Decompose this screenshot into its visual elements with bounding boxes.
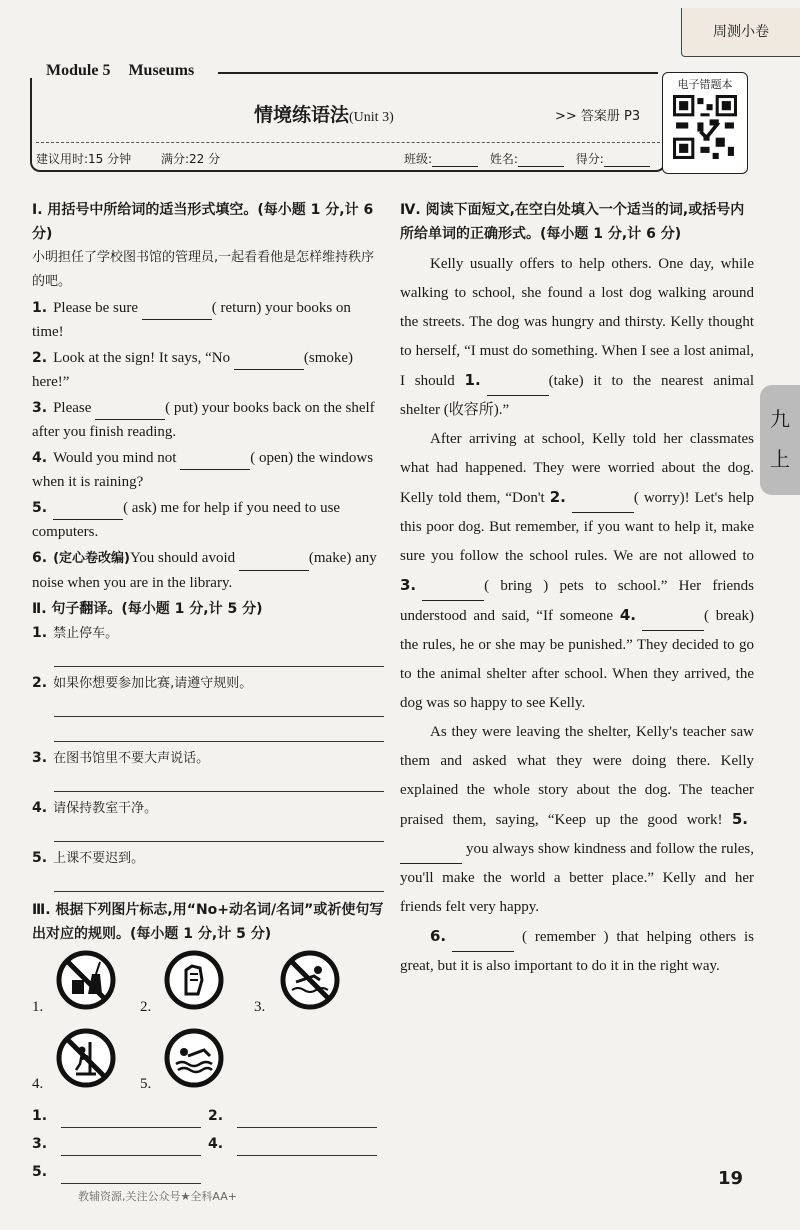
passage-paragraph-3: [400, 718, 754, 922]
item-number: 4.: [32, 800, 48, 816]
answer-line[interactable]: [54, 646, 384, 667]
sign-label-3: 3.: [254, 999, 266, 1015]
answer-blank[interactable]: [180, 455, 250, 470]
weekly-quiz-tab: 周测小卷: [681, 8, 800, 57]
blank-number: 1.: [464, 371, 481, 389]
right-column: [400, 198, 754, 981]
passage-text: After arriving at school, Kelly told her classmates what had happened. They were worried about the dog. Kelly told them, “Don't: [400, 431, 754, 506]
item-text: (smoke) here!”: [32, 350, 354, 390]
title-text: 情境练语法: [254, 104, 350, 126]
passage-blank-4[interactable]: [642, 616, 704, 631]
item-text: 请保持教室干净。: [53, 801, 158, 816]
score-field[interactable]: [604, 152, 650, 167]
no-swimming-icon: [280, 950, 340, 1010]
answer-cell-2: [208, 1104, 384, 1128]
passage-text: As they were leaving the shelter, Kelly's teacher saw them and asked what they were doing there. Kelly explained the whole story about the dog. The teacher praised them, saying, “Keep up the good work!: [400, 724, 754, 828]
item-text: ( put) your books back on the shelf after you finish reading.: [32, 400, 375, 440]
left-column: [32, 198, 384, 1184]
answer-blank[interactable]: [237, 1111, 377, 1128]
answer-cell-3: [32, 1132, 208, 1156]
item-number: 4.: [32, 450, 48, 466]
passage-text: ( worry)! Let's help this poor dog. But remember, if you want to help it, make sure you follow the school rules. We are not allowed to: [400, 490, 754, 564]
blank-number: 6.: [430, 927, 447, 945]
item-text: ( open) the windows when it is raining?: [32, 450, 374, 490]
answer-line[interactable]: [54, 871, 384, 892]
item-text: Please be sure: [53, 300, 142, 316]
passage-blank-1[interactable]: [487, 381, 549, 396]
page-title: [254, 100, 394, 127]
answer-blank[interactable]: [237, 1139, 377, 1156]
item-text: 上课不要迟到。: [53, 851, 145, 866]
s1-item-1: [32, 296, 384, 344]
answer-row: [32, 1132, 384, 1156]
s2-item-1: [32, 621, 384, 646]
grade-bottom: 上: [770, 447, 790, 471]
grade-side-tab: [760, 385, 800, 495]
passage-text: you always show kindness and follow the rules, you'll make the world a better place.” Kelly and her friends felt very happy.: [400, 841, 754, 915]
s1-item-4: [32, 446, 384, 494]
item-number: 3.: [32, 1136, 48, 1152]
item-text: 如果你想要参加比赛,请遵守规则。: [53, 676, 253, 691]
score-label: 得分:: [575, 152, 604, 166]
item-tag: (定心卷改编): [53, 551, 130, 566]
item-number: 3.: [32, 750, 48, 766]
item-number: 1.: [32, 1108, 48, 1124]
qr-code-icon[interactable]: [673, 95, 737, 159]
answer-line[interactable]: [54, 696, 384, 717]
passage-text: (take) it to the nearest animal shelter (收容所).”: [400, 373, 755, 418]
item-number: 1.: [32, 625, 48, 641]
item-text: Would you mind not: [53, 450, 181, 466]
item-number: 3.: [32, 400, 48, 416]
answer-cell-5: [32, 1160, 212, 1184]
module-rule: [218, 72, 658, 74]
passage-text: ( remember ) that helping others is great, but it is also important to do it in the right way.: [400, 929, 754, 974]
s2-item-2: [32, 671, 384, 696]
passage-blank-6[interactable]: [452, 937, 514, 952]
passage-paragraph-2: [400, 425, 754, 718]
name-field[interactable]: [518, 152, 564, 167]
answer-blank[interactable]: [61, 1139, 201, 1156]
passage-blank-3[interactable]: [422, 586, 484, 601]
module-label: Module 5: [46, 62, 111, 79]
sign-images: [32, 950, 384, 1100]
passage-paragraph-1: [400, 250, 754, 425]
passage-text: ( break) the rules, he or she may be punished.” They decided to go to the animal shelter after school. When they arrived, the dog was so happy to see Kelly.: [400, 608, 754, 711]
answer-line[interactable]: [54, 821, 384, 842]
answer-blank[interactable]: [142, 305, 212, 320]
student-fields: [404, 150, 650, 167]
passage-paragraph-4: [400, 922, 754, 981]
header-divider: [36, 142, 660, 143]
blank-number: 5.: [731, 810, 748, 828]
no-climbing-icon: [56, 1028, 116, 1088]
swimming-icon: [164, 1028, 224, 1088]
s2-item-3: [32, 746, 384, 771]
item-number: 5.: [32, 850, 48, 866]
section2-title: Ⅱ. 句子翻译。(每小题 1 分,计 5 分): [32, 601, 263, 617]
item-text: 在图书馆里不要大声说话。: [53, 751, 210, 766]
no-touching-icon: [164, 950, 224, 1010]
header-info: [36, 150, 656, 167]
class-label: 班级:: [404, 152, 433, 166]
section4-title: Ⅳ. 阅读下面短文,在空白处填入一个适当的词,或括号内所给单词的正确形式。(每小题 1 分,计 6 分): [400, 202, 745, 242]
passage-text: Kelly usually offers to help others. One day, while walking to school, she found a lost dog walking around the streets. The dog was hungry and thirsty. Kelly thought to herself, “I must do something. When I see a lost animal, I should: [400, 256, 754, 389]
item-text: Please: [53, 400, 96, 416]
name-label: 姓名:: [489, 152, 518, 166]
item-text: 禁止停车。: [53, 626, 119, 641]
unit-text: (Unit 3): [349, 110, 394, 125]
blank-number: 2.: [549, 488, 566, 506]
s1-item-2: [32, 346, 384, 394]
blank-number: 4.: [619, 606, 636, 624]
item-text: ( return) your books on time!: [32, 300, 351, 340]
answer-row: [32, 1104, 384, 1128]
item-number: 2.: [32, 675, 48, 691]
answer-blank[interactable]: [95, 405, 165, 420]
item-number: 5.: [32, 1164, 48, 1180]
item-text: You should avoid: [129, 550, 239, 566]
grade-top: 九: [770, 407, 790, 431]
section1-title: Ⅰ. 用括号中所给词的适当形式填空。(每小题 1 分,计 6 分): [32, 202, 374, 242]
passage-blank-5[interactable]: [400, 849, 462, 864]
item-number: 6.: [32, 550, 48, 566]
passage-text: ( bring ) pets to school.” Her friends understood and said, “If someone: [400, 578, 754, 624]
item-text: Look at the sign! It says, “No: [53, 350, 234, 366]
answer-ref: >> 答案册 P3: [555, 109, 641, 124]
time-text: 建议用时:15 分钟: [36, 152, 132, 166]
s2-item-4: [32, 796, 384, 821]
item-number: 2.: [208, 1108, 224, 1124]
s1-item-5: [32, 496, 384, 544]
sign-answer-grid: [32, 1104, 384, 1184]
passage-blank-2[interactable]: [572, 498, 634, 513]
item-number: 5.: [32, 500, 48, 516]
item-text: (make) any noise when you are in the library.: [32, 550, 377, 591]
section1-intro: 小明担任了学校图书馆的管理员,一起看看他是怎样维持秩序的吧。: [32, 250, 375, 289]
answer-blank[interactable]: [234, 355, 304, 370]
item-text: ( ask) me for help if you need to use computers.: [32, 500, 341, 540]
answer-blank[interactable]: [239, 556, 309, 571]
s1-item-3: [32, 396, 384, 444]
class-field[interactable]: [432, 152, 478, 167]
no-food-drink-icon: [56, 950, 116, 1010]
answer-row: [32, 1160, 384, 1184]
answer-cell-4: [208, 1132, 384, 1156]
sign-label-4: 4.: [32, 1076, 44, 1092]
answer-blank[interactable]: [53, 505, 123, 520]
score-text: 满分:22 分: [160, 152, 221, 166]
sign-label-2: 2.: [140, 999, 152, 1015]
qr-panel[interactable]: [662, 72, 748, 174]
answer-line[interactable]: [54, 771, 384, 792]
footer-note: 教辅资源,关注公众号★全科AA+: [78, 1190, 237, 1203]
page-number: 19: [718, 1168, 744, 1189]
answer-cell-1: [32, 1104, 208, 1128]
sign-label-1: 1.: [32, 999, 44, 1015]
item-number: 2.: [32, 350, 48, 366]
item-number: 1.: [32, 300, 48, 316]
module-name: Museums: [128, 62, 195, 79]
s2-item-5: [32, 846, 384, 871]
qr-label: 电子错题本: [677, 78, 733, 91]
answer-line[interactable]: [54, 721, 384, 742]
item-number: 4.: [208, 1136, 224, 1152]
sign-label-5: 5.: [140, 1076, 152, 1092]
s1-item-6: [32, 546, 384, 595]
answer-blank[interactable]: [61, 1111, 201, 1128]
blank-number: 3.: [400, 576, 417, 594]
section3-title: Ⅲ. 根据下列图片标志,用“No+动名词/名词”或祈使句写出对应的规则。(每小题 1 分,计 5 分): [32, 902, 384, 942]
answer-blank[interactable]: [61, 1167, 201, 1184]
